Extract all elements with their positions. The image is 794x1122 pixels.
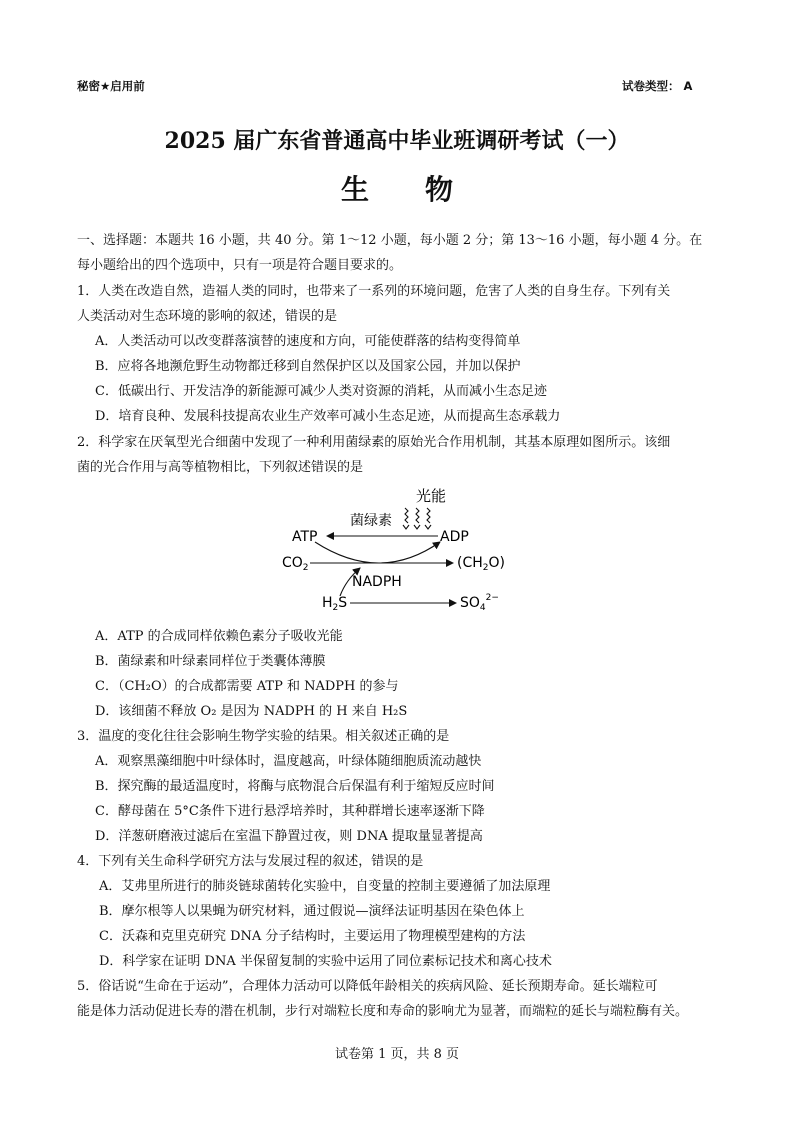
q2-stem-line-2: 菌的光合作用与高等植物相比，下列叙述错误的是	[77, 460, 364, 475]
q2-option-c: C．（CH₂O）的合成都需要 ATP 和 NADPH 的参与	[95, 679, 399, 694]
nadph-label: NADPH	[352, 574, 402, 590]
section-intro-line-2: 每小题给出的四个选项中，只有一项是符合题目要求的。	[77, 258, 403, 273]
q1-option-a: A．人类活动可以改变群落演替的速度和方向，可能使群落的结构变得简单	[95, 334, 521, 349]
q3-option-a: A．观察黑藻细胞中叶绿体时，温度越高，叶绿体随细胞质流动越快	[95, 754, 482, 769]
exam-title: 2025 届广东省普通高中毕业班调研考试（一）	[164, 128, 630, 154]
q2-option-d: D．该细菌不释放 O₂ 是因为 NADPH 的 H 来自 H₂S	[95, 704, 408, 719]
h2s-label: $H_2S$	[322, 595, 348, 613]
q3-option-b: B．探究酶的最适温度时，将酶与底物混合后保温有利于缩短反应时间	[95, 779, 495, 794]
q4-option-a: A．艾弗里所进行的肺炎链球菌转化实验中，自变量的控制主要遵循了加法原理	[99, 879, 551, 894]
atp-label: ATP	[292, 529, 318, 545]
light-energy-label: 光能	[416, 487, 447, 505]
q1-stem-line-2: 人类活动对生态环境的影响的叙述，错误的是	[77, 309, 338, 324]
q1-stem-line-1: 1．人类在改造自然，造福人类的同时，也带来了一系列的环境问题，危害了人类的自身生存。下列有关	[77, 284, 671, 299]
adp-label: ADP	[440, 529, 469, 545]
q3-stem: 3．温度的变化往往会影响生物学实验的结果。相关叙述正确的是	[77, 729, 450, 744]
q2-option-a: A．ATP 的合成同样依赖色素分子吸收光能	[95, 629, 343, 644]
q3-option-d: D．洋葱研磨液过滤后在室温下静置过夜，则 DNA 提取量显著提高	[95, 829, 483, 844]
subject-title: 生 物	[340, 173, 453, 206]
q5-stem-line-2: 能是体力活动促进长寿的潜在机制，步行对端粒长度和寿命的影响尤为显著，而端粒的延长与端粒酶有关。	[77, 1004, 689, 1019]
page-number: 试卷第 1 页，共 8 页	[334, 1047, 460, 1062]
q4-option-d: D．科学家在证明 DNA 半保留复制的实验中运用了同位素标记技术和离心技术	[99, 954, 552, 969]
q4-option-c: C．沃森和克里克研究 DNA 分子结构时，主要运用了物理模型建构的方法	[99, 929, 526, 944]
light-arrows-icon	[403, 508, 431, 529]
co2-label: $CO_2$	[282, 555, 309, 573]
so4-label: $SO_4^{2-}$	[460, 593, 499, 613]
paper-type-label: 试卷类型： A	[622, 79, 693, 93]
q2-option-b: B．菌绿素和叶绿素同样位于类囊体薄膜	[95, 654, 326, 669]
section-intro-line-1: 一、选择题：本题共 16 小题，共 40 分。第 1～12 小题，每小题 2 分；第 13～16 小题，每小题 4 分。在	[77, 233, 703, 248]
q4-stem: 4．下列有关生命科学研究方法与发展过程的叙述，错误的是	[77, 854, 424, 869]
energy-cycle-arc	[315, 542, 440, 563]
q4-option-b: B．摩尔根等人以果蝇为研究材料，通过假说—演绎法证明基因在染色体上	[99, 904, 525, 919]
bacteriochlorophyll-label: 菌绿素	[350, 513, 392, 529]
q1-option-d: D．培育良种、发展科技提高农业生产效率可减小生态足迹，从而提高生态承载力	[95, 409, 561, 424]
q1-option-b: B．应将各地濒危野生动物都迁移到自然保护区以及国家公园，并加以保护	[95, 359, 521, 374]
confidential-label: 秘密★启用前	[77, 79, 145, 93]
photosynthesis-diagram	[270, 484, 510, 614]
ch2o-label: $(CH_2O)$	[457, 555, 505, 573]
q5-stem-line-1: 5．俗话说“生命在于运动”，合理体力活动可以降低年龄相关的疾病风险、延长预期寿命。延长端粒可	[77, 979, 658, 994]
q3-option-c: C．酵母菌在 5°C条件下进行悬浮培养时，其种群增长速率逐渐下降	[95, 804, 485, 819]
q1-option-c: C．低碳出行、开发洁净的新能源可减少人类对资源的消耗，从而减小生态足迹	[95, 384, 547, 399]
q2-stem-line-1: 2．科学家在厌氧型光合细菌中发现了一种利用菌绿素的原始光合作用机制，其基本原理如图所示。该细	[77, 435, 671, 450]
